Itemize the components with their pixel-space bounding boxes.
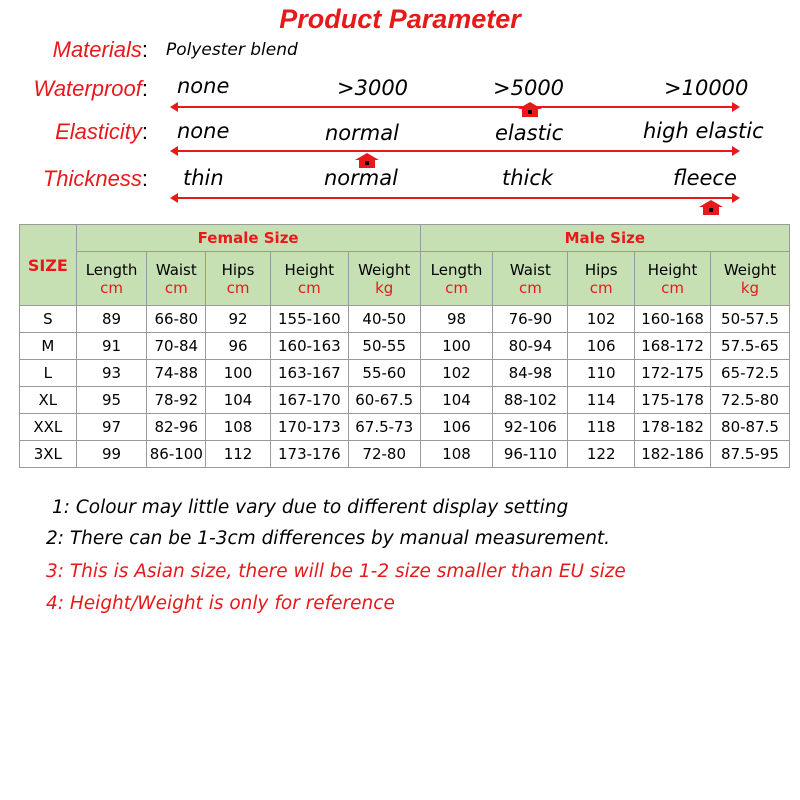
table-row bbox=[20, 333, 790, 360]
table-cell: 88-102 bbox=[493, 387, 568, 414]
table-cell: 82-96 bbox=[147, 414, 206, 441]
thickness-scale-line bbox=[176, 197, 734, 199]
column-header: Hips bbox=[206, 252, 271, 280]
table-cell: 84-98 bbox=[493, 360, 568, 387]
column-unit: kg bbox=[710, 279, 789, 306]
table-cell: L bbox=[20, 360, 77, 387]
column-header: Weight bbox=[348, 252, 420, 280]
table-cell: 106 bbox=[568, 333, 635, 360]
column-header: Hips bbox=[568, 252, 635, 280]
table-cell: 76-90 bbox=[493, 306, 568, 333]
size-header: SIZE bbox=[20, 225, 77, 306]
waterproof-option-10000: >10000 bbox=[664, 76, 749, 100]
table-cell: 57.5-65 bbox=[710, 333, 789, 360]
house-arrow-icon bbox=[698, 199, 724, 215]
column-unit: cm bbox=[568, 279, 635, 306]
table-cell: 93 bbox=[76, 360, 147, 387]
table-cell: 182-186 bbox=[635, 441, 711, 468]
table-cell: 155-160 bbox=[270, 306, 348, 333]
column-header: Length bbox=[420, 252, 493, 280]
table-cell: 104 bbox=[206, 387, 271, 414]
column-header: Height bbox=[635, 252, 711, 280]
column-unit: cm bbox=[76, 279, 147, 306]
waterproof-option-5000: >5000 bbox=[493, 76, 565, 100]
table-cell: 97 bbox=[76, 414, 147, 441]
table-cell: 92-106 bbox=[493, 414, 568, 441]
table-cell: 50-57.5 bbox=[710, 306, 789, 333]
table-cell: 102 bbox=[568, 306, 635, 333]
column-unit: cm bbox=[147, 279, 206, 306]
table-cell: 98 bbox=[420, 306, 493, 333]
elasticity-option-none: none bbox=[177, 119, 230, 143]
elasticity-option-normal: normal bbox=[325, 121, 399, 145]
table-cell: M bbox=[20, 333, 77, 360]
table-cell: 72.5-80 bbox=[710, 387, 789, 414]
table-cell: 72-80 bbox=[348, 441, 420, 468]
elasticity-label: Elasticity: bbox=[55, 119, 148, 144]
table-cell: 172-175 bbox=[635, 360, 711, 387]
table-cell: 160-168 bbox=[635, 306, 711, 333]
table-cell: 110 bbox=[568, 360, 635, 387]
table-cell: 118 bbox=[568, 414, 635, 441]
elasticity-scale-line bbox=[176, 150, 734, 152]
thickness-option-thick: thick bbox=[502, 166, 554, 190]
table-row bbox=[20, 414, 790, 441]
table-cell: 65-72.5 bbox=[710, 360, 789, 387]
elasticity-option-elastic: elastic bbox=[495, 121, 564, 145]
table-cell: 78-92 bbox=[147, 387, 206, 414]
waterproof-scale-line bbox=[176, 106, 734, 108]
table-cell: 70-84 bbox=[147, 333, 206, 360]
thickness-option-normal: normal bbox=[324, 166, 398, 190]
table-cell: 100 bbox=[420, 333, 493, 360]
table-cell: 108 bbox=[206, 414, 271, 441]
elasticity-option-high-elastic: high elastic bbox=[643, 119, 764, 143]
column-unit: cm bbox=[420, 279, 493, 306]
table-row bbox=[20, 441, 790, 468]
table-cell: 50-55 bbox=[348, 333, 420, 360]
table-cell: 66-80 bbox=[147, 306, 206, 333]
table-cell: 67.5-73 bbox=[348, 414, 420, 441]
thickness-option-thin: thin bbox=[183, 166, 224, 190]
column-unit: cm bbox=[206, 279, 271, 306]
table-cell: 87.5-95 bbox=[710, 441, 789, 468]
materials-label: Materials: bbox=[52, 37, 148, 62]
table-cell: 92 bbox=[206, 306, 271, 333]
waterproof-label: Waterproof: bbox=[33, 76, 148, 101]
waterproof-option-3000: >3000 bbox=[337, 76, 409, 100]
table-cell: 168-172 bbox=[635, 333, 711, 360]
table-cell: 108 bbox=[420, 441, 493, 468]
table-cell: XL bbox=[20, 387, 77, 414]
table-cell: S bbox=[20, 306, 77, 333]
table-cell: 55-60 bbox=[348, 360, 420, 387]
table-row bbox=[20, 387, 790, 414]
table-cell: 104 bbox=[420, 387, 493, 414]
table-cell: 80-94 bbox=[493, 333, 568, 360]
thickness-label: Thickness: bbox=[42, 166, 148, 191]
house-arrow-icon bbox=[517, 101, 543, 117]
table-cell: 86-100 bbox=[147, 441, 206, 468]
table-cell: 100 bbox=[206, 360, 271, 387]
column-unit: kg bbox=[348, 279, 420, 306]
column-header: Height bbox=[270, 252, 348, 280]
table-row bbox=[20, 360, 790, 387]
table-cell: 173-176 bbox=[270, 441, 348, 468]
male-size-header: Male Size bbox=[420, 225, 789, 252]
size-chart-table bbox=[19, 224, 790, 468]
table-cell: 95 bbox=[76, 387, 147, 414]
table-cell: 74-88 bbox=[147, 360, 206, 387]
table-cell: 178-182 bbox=[635, 414, 711, 441]
table-cell: 170-173 bbox=[270, 414, 348, 441]
note-display-colour: 1: Colour may little vary due to different display setting bbox=[52, 497, 569, 518]
note-asian-size: 3: This is Asian size, there will be 1-2 size smaller than EU size bbox=[46, 561, 626, 582]
table-cell: 3XL bbox=[20, 441, 77, 468]
table-cell: 160-163 bbox=[270, 333, 348, 360]
table-cell: XXL bbox=[20, 414, 77, 441]
table-cell: 112 bbox=[206, 441, 271, 468]
table-cell: 114 bbox=[568, 387, 635, 414]
table-cell: 122 bbox=[568, 441, 635, 468]
column-header: Weight bbox=[710, 252, 789, 280]
column-unit: cm bbox=[493, 279, 568, 306]
table-row bbox=[20, 306, 790, 333]
table-cell: 163-167 bbox=[270, 360, 348, 387]
female-size-header: Female Size bbox=[76, 225, 420, 252]
page-title: Product Parameter bbox=[279, 4, 521, 34]
note-measurement: 2: There can be 1-3cm differences by manual measurement. bbox=[46, 528, 611, 549]
table-cell: 96-110 bbox=[493, 441, 568, 468]
table-cell: 89 bbox=[76, 306, 147, 333]
table-cell: 102 bbox=[420, 360, 493, 387]
materials-value: Polyester blend bbox=[166, 40, 298, 60]
note-reference: 4: Height/Weight is only for reference bbox=[46, 593, 395, 614]
waterproof-option-none: none bbox=[177, 74, 230, 98]
thickness-option-fleece: fleece bbox=[673, 166, 737, 190]
table-cell: 60-67.5 bbox=[348, 387, 420, 414]
table-cell: 99 bbox=[76, 441, 147, 468]
table-cell: 40-50 bbox=[348, 306, 420, 333]
table-cell: 96 bbox=[206, 333, 271, 360]
table-cell: 106 bbox=[420, 414, 493, 441]
table-cell: 91 bbox=[76, 333, 147, 360]
column-header: Length bbox=[76, 252, 147, 280]
table-cell: 175-178 bbox=[635, 387, 711, 414]
table-cell: 80-87.5 bbox=[710, 414, 789, 441]
column-unit: cm bbox=[270, 279, 348, 306]
column-header: Waist bbox=[147, 252, 206, 280]
table-cell: 167-170 bbox=[270, 387, 348, 414]
column-header: Waist bbox=[493, 252, 568, 280]
column-unit: cm bbox=[635, 279, 711, 306]
